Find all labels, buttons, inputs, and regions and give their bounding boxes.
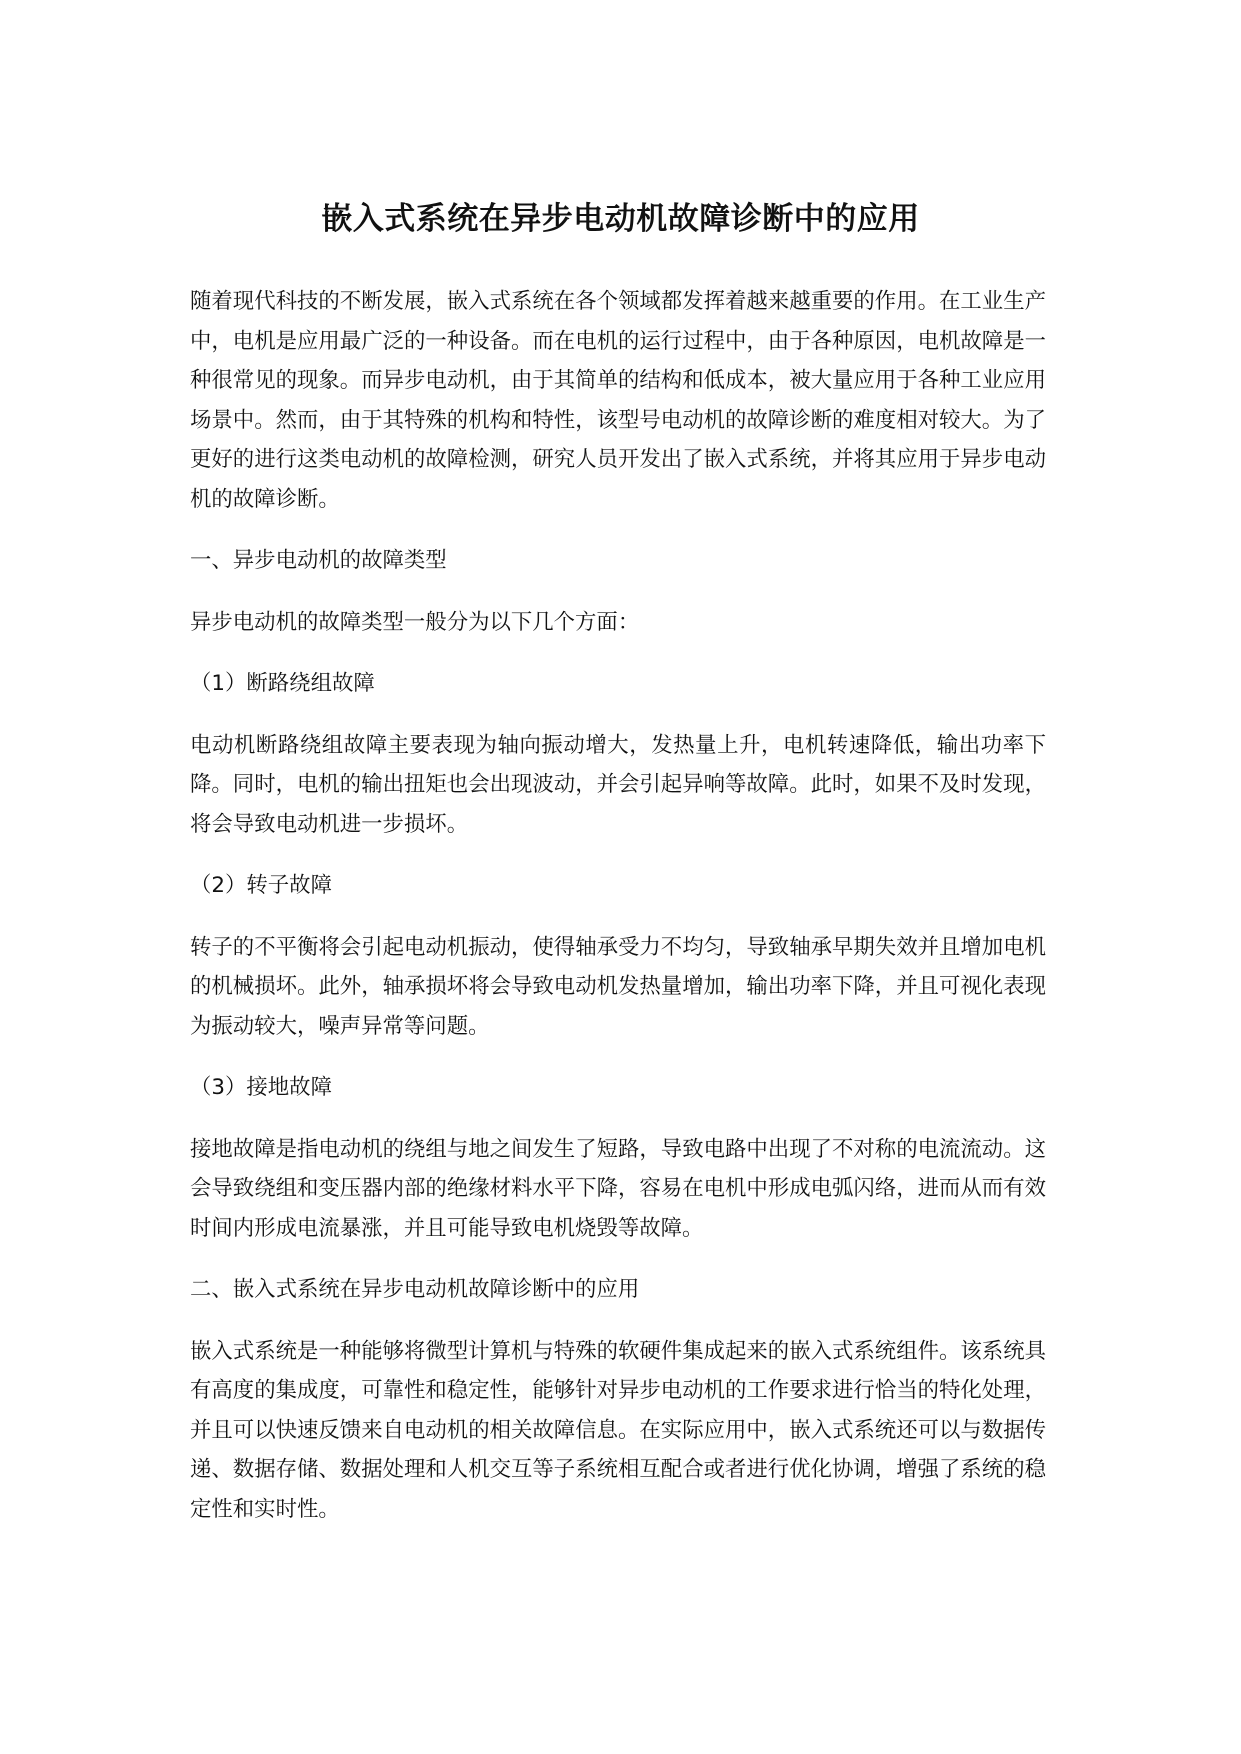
subsection-paragraph-2: 转子的不平衡将会引起电动机振动，使得轴承受力不均匀，导致轴承早期失效并且增加电机的机械损坏。此外，轴承损坏将会导致电动机发热量增加，输出功率下降，并且可视化表现为振动较大，噪声异常等问题。 [190,934,1046,1039]
document-title: 嵌入式系统在异步电动机故障诊断中的应用 [321,200,920,237]
subsection-heading-3: （3）接地故障 [190,1075,332,1100]
section-heading-2: 二、嵌入式系统在异步电动机故障诊断中的应用 [190,1277,640,1302]
subsection-paragraph-3: 接地故障是指电动机的绕组与地之间发生了短路，导致电路中出现了不对称的电流流动。这会导致绕组和变压器内部的绝缘材料水平下降，容易在电机中形成电弧闪络，进而从而有效时间内形成电流暴涨，并且可能导致电机烧毁等故障。 [190,1136,1046,1241]
section-heading-1: 一、异步电动机的故障类型 [190,548,447,573]
subsection-heading-2: （2）转子故障 [190,873,332,898]
subsection-heading-1: （1）断路绕组故障 [190,671,375,696]
document-body [190,282,1046,1551]
section-2-paragraph: 嵌入式系统是一种能够将微型计算机与特殊的软硬件集成起来的嵌入式系统组件。该系统具有高度的集成度，可靠性和稳定性，能够针对异步电动机的工作要求进行恰当的特化处理，并且可以快速反馈来自电动机的相关故障信息。在实际应用中，嵌入式系统还可以与数据传递、数据存储、数据处理和人机交互等子系统相互配合或者进行优化协调，增强了系统的稳定性和实时性。 [190,1338,1046,1522]
intro-paragraph: 随着现代科技的不断发展，嵌入式系统在各个领域都发挥着越来越重要的作用。在工业生产中，电机是应用最广泛的一种设备。而在电机的运行过程中，由于各种原因，电机故障是一种很常见的现象。而异步电动机，由于其简单的结构和低成本，被大量应用于各种工业应用场景中。然而，由于其特殊的机构和特性，该型号电动机的故障诊断的难度相对较大。为了更好的进行这类电动机的故障检测，研究人员开发出了嵌入式系统，并将其应用于异步电动机的故障诊断。 [190,289,1046,512]
section-1-lead: 异步电动机的故障类型一般分为以下几个方面： [190,609,640,635]
subsection-paragraph-1: 电动机断路绕组故障主要表现为轴向振动增大，发热量上升，电机转速降低，输出功率下降。同时，电机的输出扭矩也会出现波动，并会引起异响等故障。此时，如果不及时发现，将会导致电动机进一步损坏。 [190,732,1046,837]
